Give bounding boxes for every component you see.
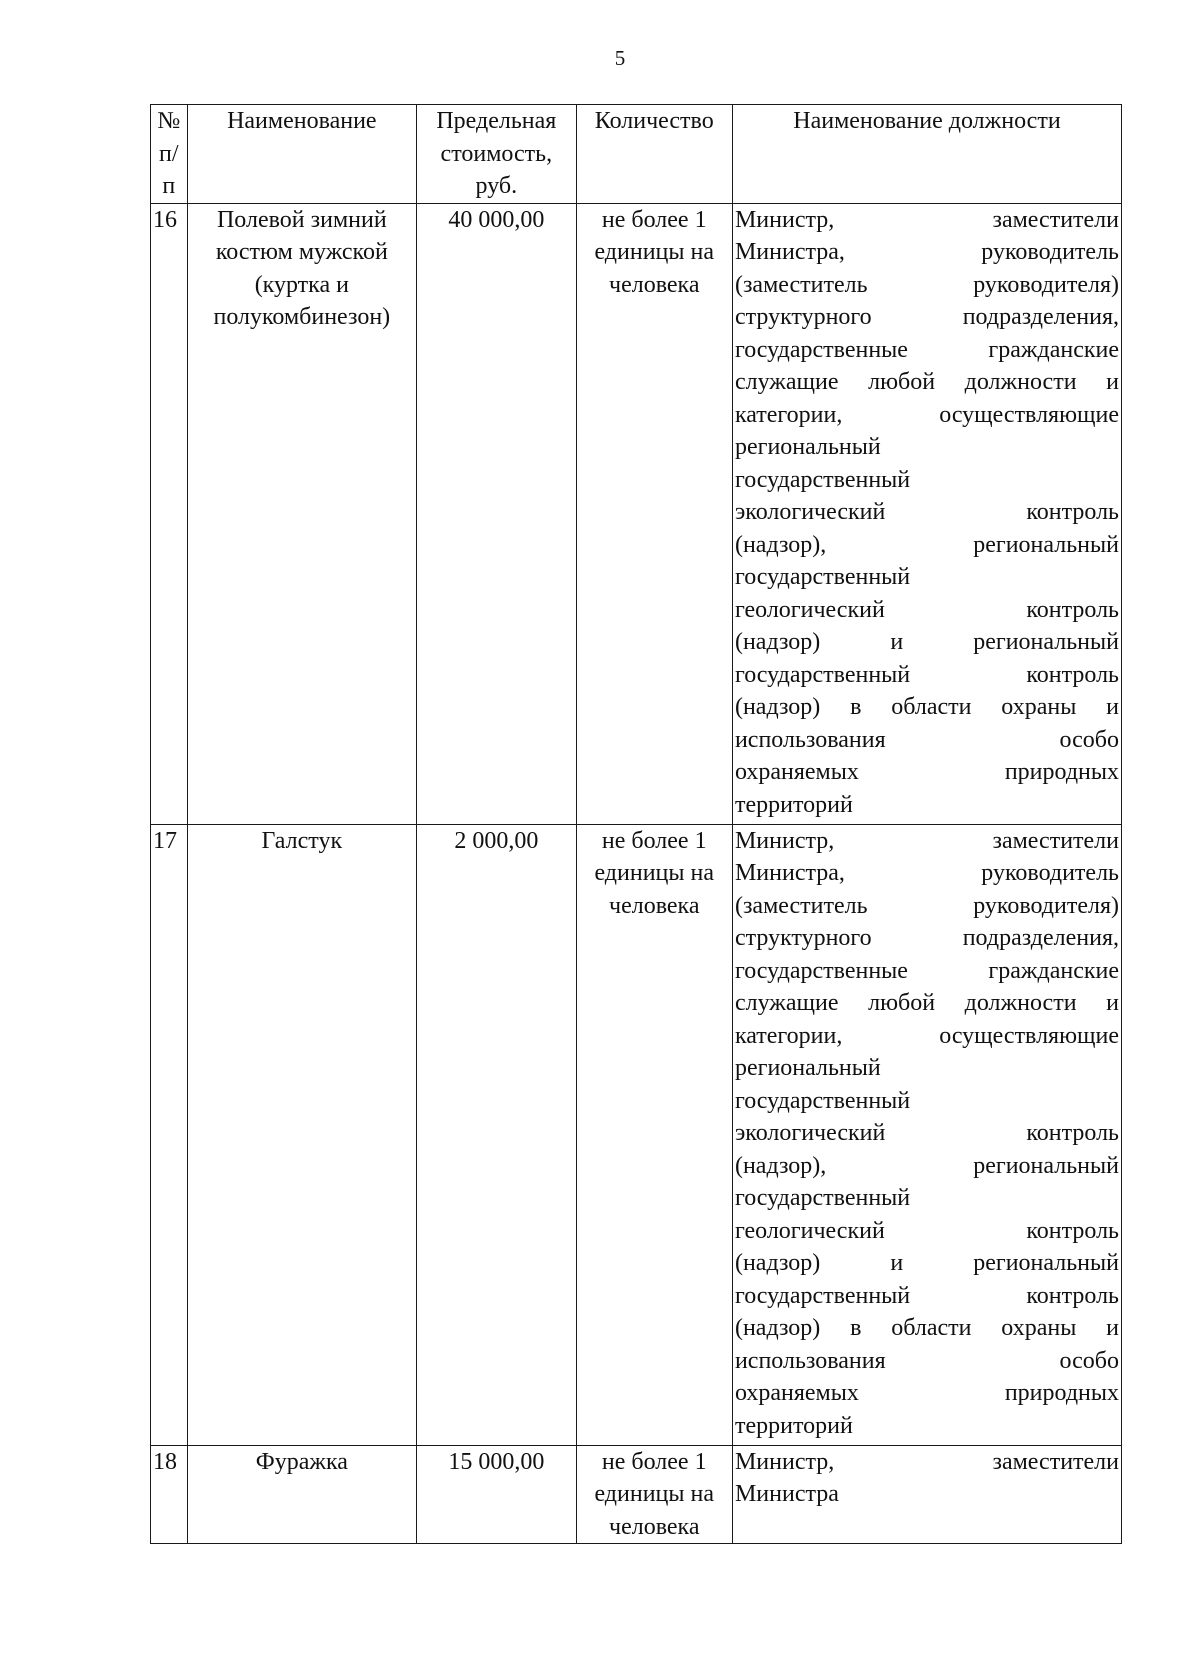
position-line: (надзор) и региональный (734, 629, 1119, 655)
position-line: (заместитель руководителя) (734, 271, 1119, 298)
position-line: структурного подразделения, (734, 925, 1119, 951)
header-price: Предельная стоимость, руб. (417, 105, 576, 204)
position-list (732, 824, 1121, 1445)
item-price: 15 000,00 (417, 1445, 576, 1544)
position-line: служащие любой должности и (734, 990, 1119, 1016)
position-line: Министра (734, 1481, 839, 1507)
position-line: структурного подразделения, (734, 304, 1119, 330)
positions-table (150, 104, 1122, 1544)
position-line: Министра, руководитель (734, 239, 1119, 265)
position-line: государственные гражданские (734, 336, 1119, 363)
page-number: 5 (614, 46, 626, 70)
position-line: (надзор) и региональный (734, 1250, 1119, 1276)
position-line: охраняемых природных (734, 1380, 1119, 1406)
position-line: охраняемых природных (734, 759, 1119, 785)
position-line: государственный контроль (734, 1282, 1119, 1309)
position-line: территорий (734, 1412, 853, 1439)
position-line: Министр, заместители (734, 1448, 1119, 1475)
position-line: государственный контроль (734, 661, 1119, 688)
position-line: территорий (734, 791, 853, 818)
position-line: геологический контроль (734, 596, 1119, 623)
item-quantity: не более 1 единицы на человека (576, 203, 732, 824)
row-number: 16 (151, 203, 188, 824)
position-line: государственный (734, 1185, 911, 1211)
position-line: Министр, заместители (734, 206, 1119, 233)
row-number: 18 (151, 1445, 188, 1544)
position-line: использования особо (734, 1347, 1119, 1374)
position-line: (надзор) в области охраны и (734, 1315, 1119, 1341)
position-line: Министра, руководитель (734, 860, 1119, 886)
position-line: государственный (734, 1087, 911, 1114)
position-line: государственный (734, 466, 911, 493)
position-line: категории, осуществляющие (734, 1022, 1119, 1049)
position-line: (заместитель руководителя) (734, 892, 1119, 919)
position-line: Министр, заместители (734, 827, 1119, 854)
position-list (732, 1445, 1121, 1544)
position-line: использования особо (734, 726, 1119, 753)
header-name: Наименование (187, 105, 417, 204)
position-line: государственный (734, 564, 911, 590)
position-line: (надзор) в области охраны и (734, 694, 1119, 720)
position-line: категории, осуществляющие (734, 401, 1119, 428)
item-quantity: не более 1 единицы на человека (576, 824, 732, 1445)
item-quantity: не более 1 единицы на человека (576, 1445, 732, 1544)
position-line: геологический контроль (734, 1217, 1119, 1244)
position-list (732, 203, 1121, 824)
position-line: служащие любой должности и (734, 369, 1119, 395)
item-name: Полевой зимний костюм мужской (куртка и полукомбинезон) (187, 203, 417, 824)
item-name: Фуражка (187, 1445, 417, 1544)
table-header-row (151, 105, 1122, 204)
header-num: № п/п (151, 105, 188, 204)
position-line: (надзор), региональный (734, 1152, 1119, 1179)
table-row (151, 1445, 1122, 1544)
item-price: 2 000,00 (417, 824, 576, 1445)
row-number: 17 (151, 824, 188, 1445)
item-price: 40 000,00 (417, 203, 576, 824)
table-row (151, 203, 1122, 824)
position-line: региональный (734, 434, 881, 460)
item-name: Галстук (187, 824, 417, 1445)
position-line: (надзор), региональный (734, 531, 1119, 558)
table-row (151, 824, 1122, 1445)
position-line: экологический контроль (734, 499, 1119, 525)
header-position: Наименование должности (732, 105, 1121, 204)
header-qty: Количество (576, 105, 732, 204)
position-line: региональный (734, 1055, 881, 1081)
position-line: экологический контроль (734, 1120, 1119, 1146)
position-line: государственные гражданские (734, 957, 1119, 984)
